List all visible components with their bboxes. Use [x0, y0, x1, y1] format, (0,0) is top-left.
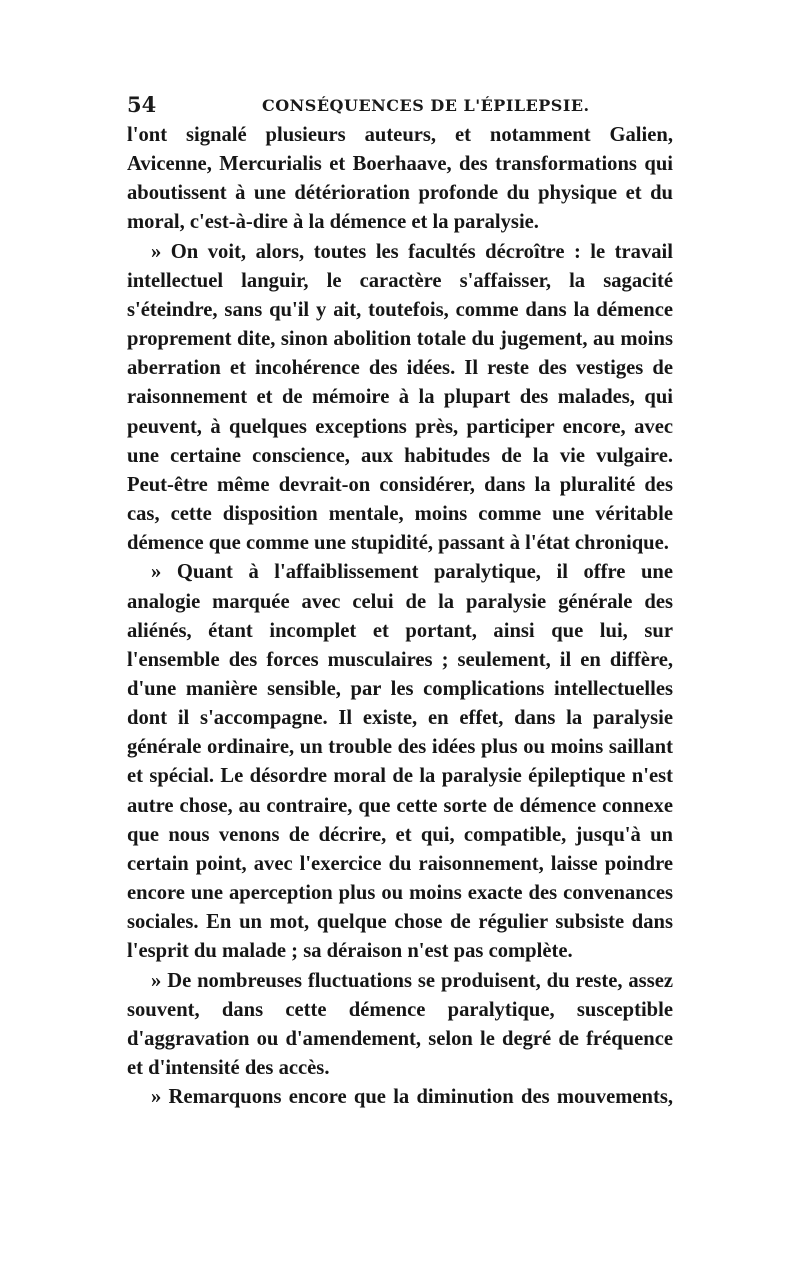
paragraph: » On voit, alors, toutes les facultés décroître : le travail intellectuel languir, le caractère s'affaisser, la sagacité s'éteindre, sans qu'il y ait, toutefois, comme dans la démence proprement dite, sinon abolition totale du jugement, au moins aberration et incohérence des idées. Il reste des vestiges de raisonnement et de mémoire à la plupart des malades, qui peuvent, à quelques exceptions près, participer encore, avec une certaine conscience, aux habitudes de la vie vulgaire. Peut-être même devrait-on considérer, dans la pluralité des cas, cette disposition mentale, moins comme une véritable démence que comme une stupidité, passant à l'état chronique. — [127, 240, 673, 555]
paragraph: » De nombreuses fluctuations se produisent, du reste, assez souvent, dans cette démence paralytique, susceptible d'aggravation ou d'amendement, selon le degré de fréquence et d'intensité des accès. — [127, 969, 673, 1079]
running-title: CONSÉQUENCES DE L'ÉPILEPSIE. — [262, 96, 590, 115]
page-header — [127, 90, 672, 120]
paragraph: » Quant à l'affaiblissement paralytique, il offre une analogie marquée avec celui de la paralysie générale des aliénés, étant incomplet et portant, ainsi que lui, sur l'ensemble des forces musculaires ; seulement, il en diffère, d'une manière sensible, par les complications intellectuelles dont il s'accompagne. Il existe, en effet, dans la paralysie générale ordinaire, un trouble des idées plus ou moins saillant et spécial. Le désordre moral de la paralysie épileptique n'est autre chose, au contraire, que cette sorte de démence connexe que nous venons de décrire, et qui, compatible, jusqu'à un certain point, avec l'exercice du raisonnement, laisse poindre encore une aperception plus ou moins exacte des convenances sociales. En un mot, quelque chose de régulier subsiste dans l'esprit du malade ; sa déraison n'est pas complète. — [127, 561, 673, 963]
paragraph: » Remarquons encore que la diminution des mouvements, — [151, 1086, 673, 1109]
body-text — [127, 121, 673, 1112]
page-number: 54 — [127, 92, 157, 117]
paragraph-continuation: l'ont signalé plusieurs auteurs, et notamment Galien, Avicenne, Mercurialis et Boerhaave, des transformations qui aboutissent à une détérioration profonde du physique et du moral, c'est-à-dire à la démence et la paralysie. — [127, 124, 673, 234]
